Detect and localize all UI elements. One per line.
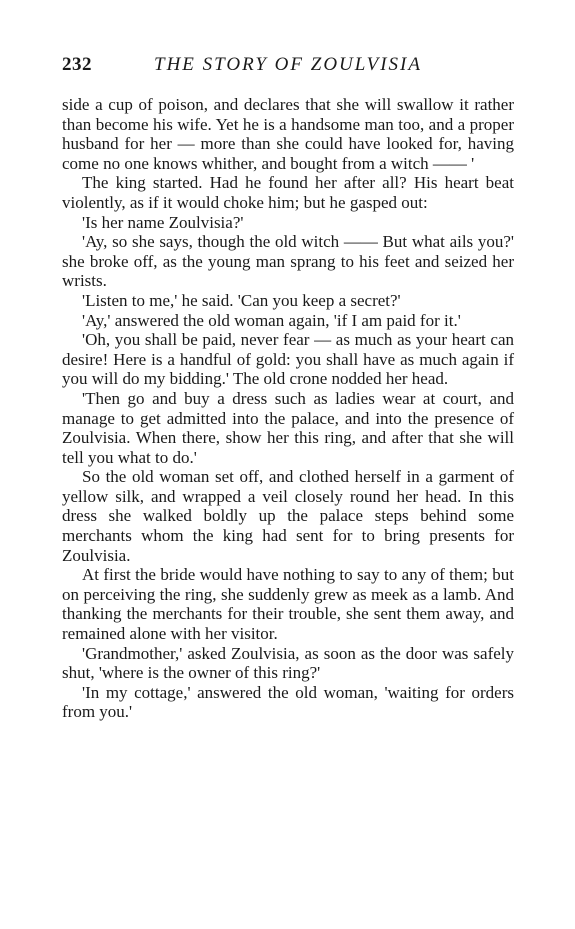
paragraph: 'Grandmother,' asked Zoulvisia, as soon as the door was safely shut, 'where is the owner of this ring?'	[62, 643, 514, 683]
paragraph: 'Oh, you shall be paid, never fear — as much as your heart can desire! Here is a handful of gold: you shall have as much again if you will do my bidding.' The old crone nodded her head.	[62, 330, 514, 389]
paragraph: 'Ay, so she says, though the old witch —— But what ails you?' she broke off, as the young man sprang to his feet and seized her wrists.	[62, 232, 514, 291]
paragraph: At first the bride would have nothing to say to any of them; but on perceiving the ring, she suddenly grew as meek as a lamb. And thanking the merchants for their trouble, she sent them away, and remained alone with her visitor.	[62, 565, 514, 644]
paragraph: The king started. Had he found her after all? His heart beat violently, as if it would choke him; but he gasped out:	[62, 173, 514, 212]
page-header	[62, 54, 514, 78]
page-number: 232	[62, 54, 92, 75]
paragraph: 'In my cottage,' answered the old woman, 'waiting for orders from you.'	[62, 682, 514, 722]
body-text	[62, 95, 514, 722]
paragraph: 'Listen to me,' he said. 'Can you keep a secret?'	[82, 290, 401, 310]
paragraph: 'Is her name Zoulvisia?'	[82, 212, 244, 232]
paragraph: So the old woman set off, and clothed herself in a garment of yellow silk, and wrapped a veil closely round her head. In this dress she walked boldly up the palace steps behind some merchants whom the king had sent for to bring presents for Zoulvisia.	[62, 467, 514, 565]
running-head: THE STORY OF ZOULVISIA	[154, 54, 422, 75]
paragraph: side a cup of poison, and declares that she will swallow it rather than become his wife. Yet he is a handsome man too, and a proper husband for her — more than she could have looked for, having come no one knows whither, and bought from a witch —— '	[62, 95, 514, 173]
paragraph: 'Then go and buy a dress such as ladies wear at court, and manage to get admitted into the palace, and into the presence of Zoulvisia. When there, show her this ring, and after that she will tell you what to do.'	[62, 388, 514, 467]
paragraph: 'Ay,' answered the old woman again, 'if I am paid for it.'	[82, 310, 461, 330]
